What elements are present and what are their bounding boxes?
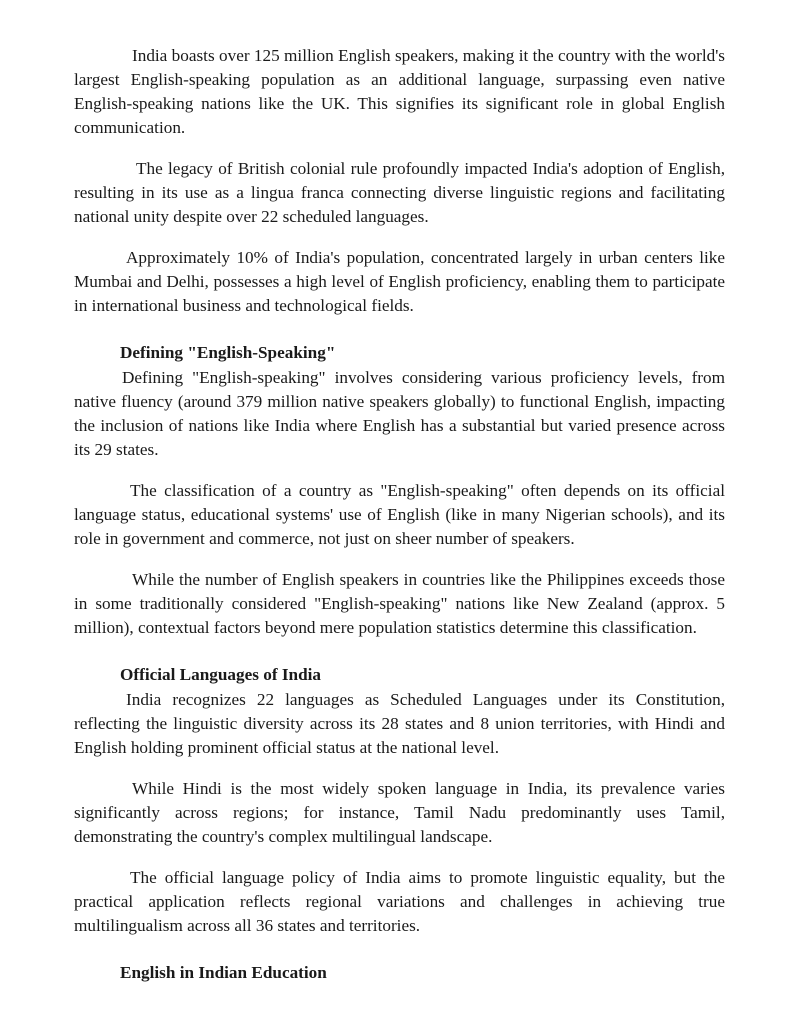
section-heading-defining-english-speaking: Defining "English-Speaking" [120, 343, 336, 362]
section-1-paragraph-1: Defining "English-speaking" involves considering various proficiency levels, from native fluency (around 379 million native speakers globally) to functional English, impacting the inclusion of nations like India where English has a substantial but varied presence across its 29 states. [74, 368, 725, 459]
intro-paragraph-2: The legacy of British colonial rule profoundly impacted India's adoption of English, resulting in its use as a lingua franca connecting diverse linguistic regions and facilitating national unity despite over 22 scheduled languages. [74, 159, 725, 226]
section-heading-official-languages: Official Languages of India [120, 665, 322, 684]
section-2-paragraph-2: While Hindi is the most widely spoken language in India, its prevalence varies significantly across regions; for instance, Tamil Nadu predominantly uses Tamil, demonstrating the country's complex multilingual landscape. [74, 779, 725, 846]
section-heading-english-in-indian-education: English in Indian Education [120, 963, 327, 982]
document-page [74, 44, 725, 986]
section-1-paragraph-3: While the number of English speakers in countries like the Philippines exceeds those in some traditionally considered "English-speaking" nations like New Zealand (approx. 5 million), contextual factors beyond mere population statistics determine this classification. [74, 570, 725, 637]
intro-paragraph-1: India boasts over 125 million English speakers, making it the country with the world's largest English-speaking population as an additional language, surpassing even native English-speaking nations like the UK. This signifies its significant role in global English communication. [74, 46, 725, 137]
section-2-paragraph-3: The official language policy of India aims to promote linguistic equality, but the practical application reflects regional variations and challenges in achieving true multilingualism across all 36 states and territories. [74, 868, 725, 935]
section-2-paragraph-1: India recognizes 22 languages as Scheduled Languages under its Constitution, reflecting the linguistic diversity across its 28 states and 8 union territories, with Hindi and English holding prominent official status at the national level. [74, 690, 725, 757]
intro-paragraph-3: Approximately 10% of India's population, concentrated largely in urban centers like Mumbai and Delhi, possesses a high level of English proficiency, enabling them to participate in international business and technological fields. [74, 248, 725, 315]
section-1-paragraph-2: The classification of a country as "English-speaking" often depends on its official language status, educational systems' use of English (like in many Nigerian schools), and its role in government and commerce, not just on sheer number of speakers. [74, 481, 725, 548]
